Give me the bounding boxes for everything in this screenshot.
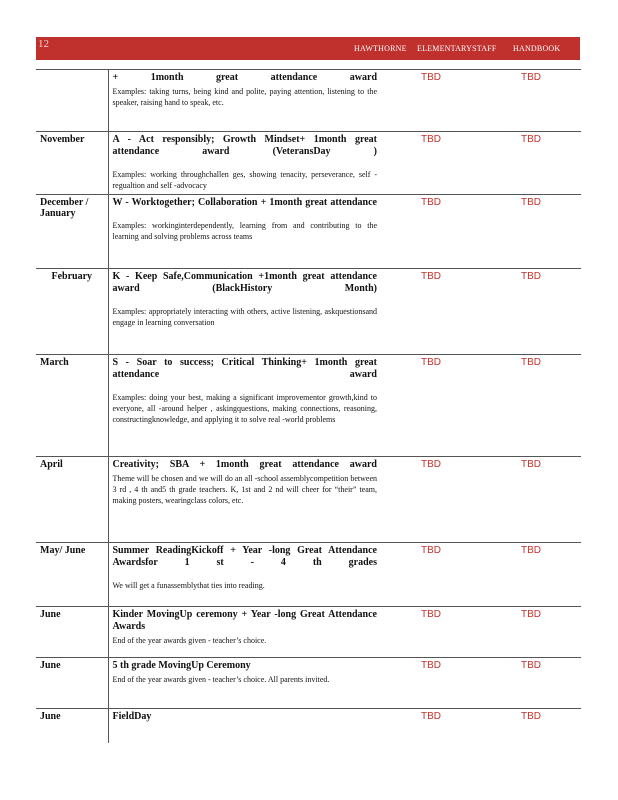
tbd-cell: TBD <box>381 70 481 132</box>
event-cell <box>108 709 381 743</box>
event-title: K - Keep Safe,Communication +1month great attendance award (BlackHistory Month) <box>112 271 377 294</box>
event-examples: Examples: doing your best, making a significant improvementor growth,kind to everyone, all -around helper , askingquestions, making connections, reasoning, constructingknowledge, and applying it to solve real -world problems <box>112 393 377 424</box>
table-row <box>36 195 581 269</box>
page-number: 12 <box>38 38 49 50</box>
event-cell <box>108 658 381 709</box>
month-cell: March <box>36 355 108 457</box>
header-handbook: HANDBOOK <box>513 44 561 53</box>
month-cell: February <box>36 269 108 355</box>
table-row <box>36 457 581 543</box>
event-title: Creativity; SBA + 1month great attendance award <box>112 459 377 470</box>
tbd-cell: TBD <box>481 70 581 132</box>
event-cell <box>108 195 381 269</box>
tbd-cell: TBD <box>481 355 581 457</box>
tbd-cell: TBD <box>381 457 481 543</box>
month-cell: June <box>36 607 108 658</box>
event-cell <box>108 607 381 658</box>
event-cell <box>108 132 381 195</box>
event-cell <box>108 457 381 543</box>
event-examples: End of the year awards given - teacher’s choice. All parents invited. <box>112 675 330 684</box>
tbd-cell: TBD <box>481 269 581 355</box>
header-staff: ELEMENTARYSTAFF <box>417 44 497 53</box>
tbd-cell: TBD <box>481 607 581 658</box>
month-cell <box>36 70 108 132</box>
month-cell: November <box>36 132 108 195</box>
event-cell <box>108 543 381 607</box>
event-title: + 1month great attendance award <box>112 72 377 83</box>
tbd-cell: TBD <box>381 543 481 607</box>
tbd-cell: TBD <box>481 658 581 709</box>
tbd-cell: TBD <box>481 457 581 543</box>
event-title: 5 th grade MovingUp Ceremony <box>112 660 251 671</box>
event-examples: Examples: taking turns, being kind and polite, paying attention, listening to the speaker, raising hand to speak, etc. <box>112 87 377 107</box>
month-cell: April <box>36 457 108 543</box>
table-row <box>36 607 581 658</box>
month-cell: May/ June <box>36 543 108 607</box>
event-examples: We will get a funassemblythat ties into reading. <box>112 581 265 590</box>
tbd-cell: TBD <box>381 658 481 709</box>
tbd-cell: TBD <box>381 355 481 457</box>
header-school: HAWTHORNE <box>354 44 407 53</box>
table-row <box>36 355 581 457</box>
tbd-cell: TBD <box>381 195 481 269</box>
table-row <box>36 658 581 709</box>
tbd-cell: TBD <box>381 607 481 658</box>
header-banner <box>36 37 580 60</box>
month-cell: December / January <box>36 195 108 269</box>
event-examples: Examples: appropriately interacting with others, active listening, askquestionsand engage in learning conversation <box>112 307 377 327</box>
event-title: Kinder MovingUp ceremony + Year -long Great Attendance Awards <box>112 609 377 632</box>
table-row <box>36 70 581 132</box>
event-cell <box>108 70 381 132</box>
event-examples: Examples: working throughchallen ges, showing tenacity, perseverance, self -regualtion and self -advocacy <box>112 170 377 190</box>
event-title: Summer ReadingKickoff + Year -long Great Attendance Awardsfor 1 st - 4 th grades <box>112 545 377 568</box>
table-row <box>36 269 581 355</box>
tbd-cell: TBD <box>381 709 481 743</box>
month-cell: June <box>36 709 108 743</box>
tbd-cell: TBD <box>481 195 581 269</box>
event-cell <box>108 355 381 457</box>
table-row <box>36 132 581 195</box>
event-title: A - Act responsibly; Growth Mindset+ 1month great attendance award (VeteransDay ) <box>112 134 377 157</box>
tbd-cell: TBD <box>481 132 581 195</box>
tbd-cell: TBD <box>481 543 581 607</box>
tbd-cell: TBD <box>381 132 481 195</box>
event-examples: Theme will be chosen and we will do an all -school assemblycompetition between 3 rd , 4 th and5 th grade teachers. K, 1st and 2 nd will cheer for “their” team, making posters, wearingclass colors, etc. <box>112 474 377 505</box>
schedule-table <box>36 69 581 743</box>
event-examples: Examples: workinginterdependently, learning from and contributing to the learning and solving problems across teams <box>112 221 377 241</box>
event-examples: End of the year awards given - teacher’s choice. <box>112 636 267 645</box>
event-title: W - Worktogether; Collaboration + 1month great attendance <box>112 197 377 208</box>
event-title: FieldDay <box>112 711 152 722</box>
tbd-cell: TBD <box>381 269 481 355</box>
table-row <box>36 543 581 607</box>
tbd-cell: TBD <box>481 709 581 743</box>
event-cell <box>108 269 381 355</box>
event-title: S - Soar to success; Critical Thinking+ 1month great attendance award <box>112 357 377 380</box>
table-row <box>36 709 581 743</box>
month-cell: June <box>36 658 108 709</box>
